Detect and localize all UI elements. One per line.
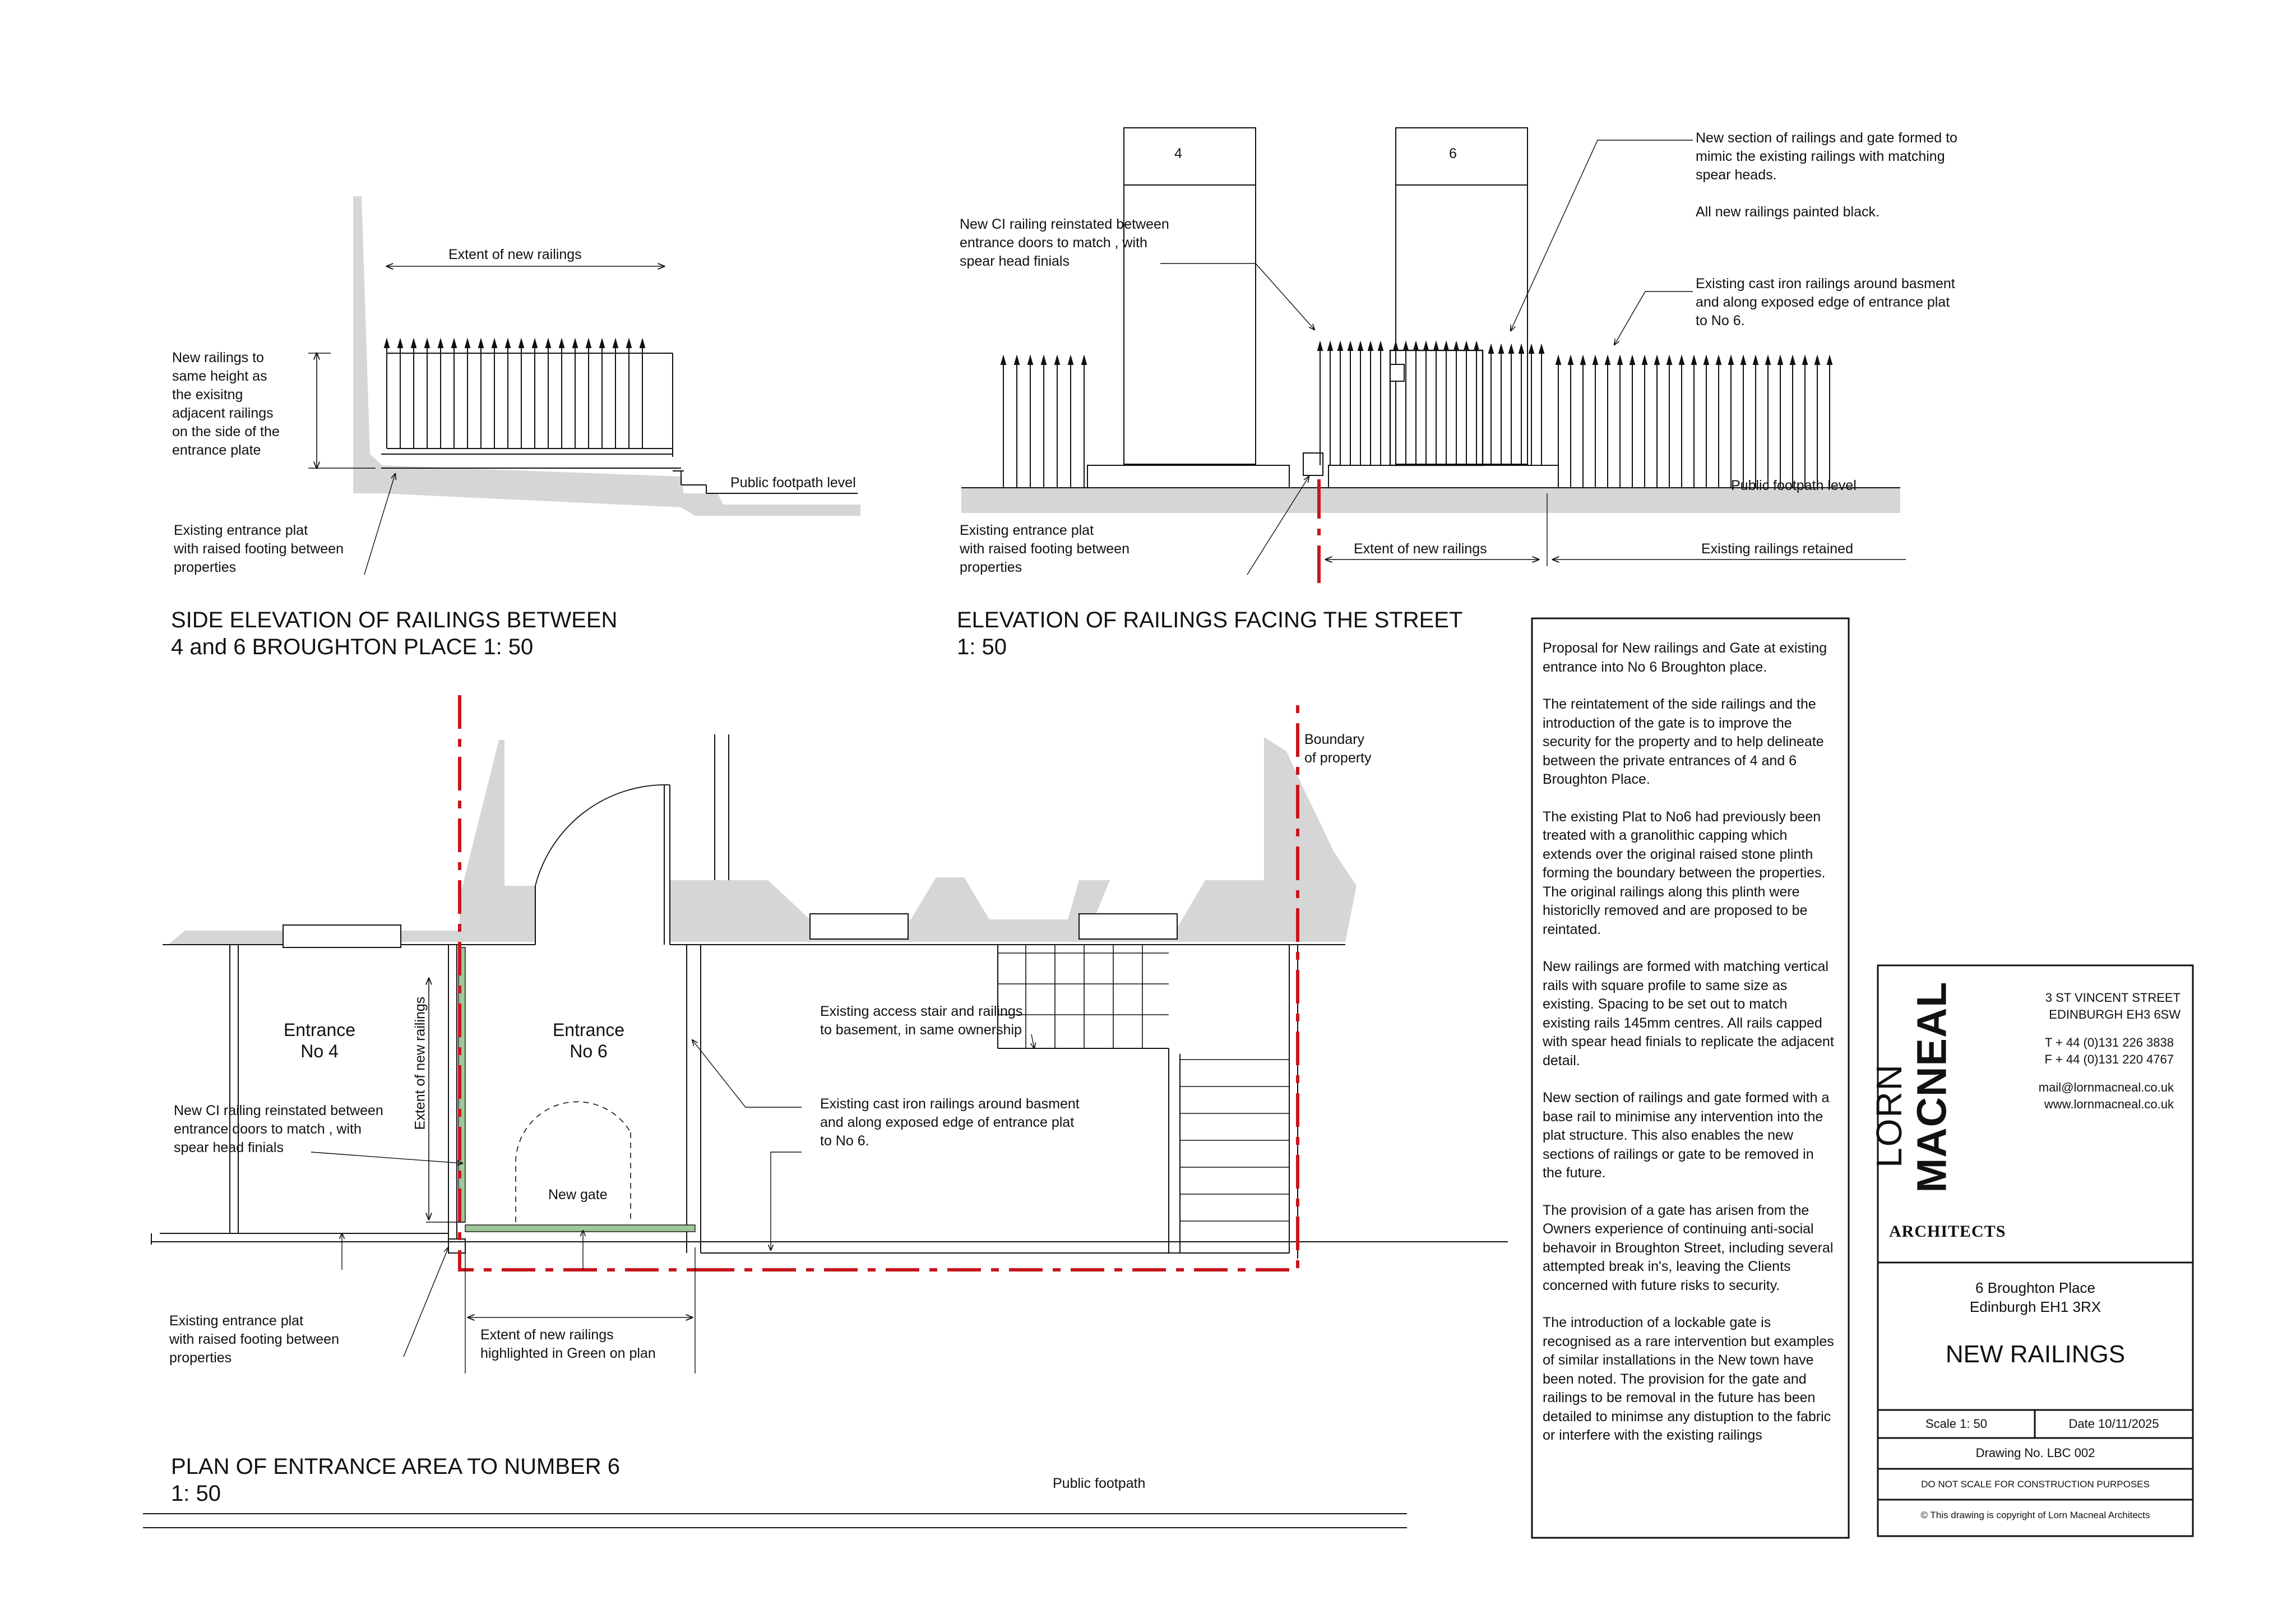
- spear-head-finial: [613, 340, 618, 348]
- spear-head-finial: [1581, 357, 1585, 364]
- street-extent-label: Extent of new railings: [1354, 541, 1487, 557]
- spear-head-finial: [1338, 343, 1343, 350]
- existing-door-swing: [535, 785, 670, 945]
- spear-head-finial: [1667, 357, 1672, 364]
- new-railings-plan-green: [465, 1225, 695, 1232]
- spear-head-finial: [385, 340, 389, 348]
- spear-head-finial: [1001, 357, 1006, 364]
- plan-footpath-label: Public footpath: [1053, 1476, 1146, 1491]
- spear-head-finial: [559, 340, 564, 348]
- logo-lorn: LORN: [1869, 1063, 1909, 1168]
- spear-head-finial: [1741, 357, 1746, 364]
- spear-head-finial: [1766, 357, 1770, 364]
- spear-head-finial: [1082, 357, 1086, 364]
- spear-head-finial: [1328, 343, 1332, 350]
- plan-extent-vertical-label: Extent of new railings: [412, 996, 428, 1130]
- spear-head-finial: [627, 340, 631, 348]
- spear-head-finial: [1394, 343, 1398, 350]
- spear-head-finial: [1499, 345, 1503, 353]
- spear-head-finial: [1593, 357, 1598, 364]
- spear-head-finial: [1358, 343, 1363, 350]
- spear-head-finial: [1434, 343, 1438, 350]
- date-label: Date 10/11/2025: [2068, 1417, 2159, 1431]
- street-retained-label: Existing railings retained: [1701, 541, 1853, 557]
- spear-head-finial: [465, 340, 470, 348]
- spear-head-finial: [411, 340, 416, 348]
- spear-head-finial: [1464, 343, 1469, 350]
- spear-head-finial: [1509, 345, 1513, 353]
- spear-head-finial: [425, 340, 429, 348]
- description-paragraph: The introduction of a lockable gate is recognised as a rare intervention but examples of similar installations in the New town have been noted. The provision for the gate and railings to be removal in the future has been detailed to minimse any distuption to the fabric or interfere with the existing railings: [1543, 1315, 1834, 1443]
- plan-wall-left: [168, 740, 535, 945]
- side-elevation-drawing: [308, 196, 860, 575]
- project-address: 6 Broughton Place Edinburgh EH1 3RX: [1969, 1279, 2101, 1315]
- spear-head-finial: [600, 340, 604, 348]
- spear-head-finial: [1529, 345, 1534, 353]
- spear-head-finial: [1692, 357, 1696, 364]
- copyright-notice: © This drawing is copyright of Lorn Macneal Architects: [1920, 1510, 2150, 1520]
- logo-architects: ARCHITECTS: [1889, 1222, 2006, 1241]
- spear-head-finial: [1318, 343, 1322, 350]
- street-ci-note: New CI railing reinstated between entrance doors to match , with spear head finials: [960, 216, 1169, 269]
- spear-head-finial: [640, 340, 645, 348]
- spear-head-finial: [1454, 343, 1459, 350]
- spear-head-finial: [1803, 357, 1807, 364]
- spear-head-finial: [1068, 357, 1073, 364]
- spear-head-finial: [1424, 343, 1428, 350]
- side-plat-note: Existing entrance plat with raised footing between properties: [174, 522, 344, 575]
- spear-head-finial: [573, 340, 577, 348]
- spear-head-finial: [1041, 357, 1046, 364]
- description-paragraph: The provision of a gate has arisen from the Owners experience of continuing anti-social behavoir in Broughton Street, including several attempted break in's, leaving the Clients concerned with future risks to security.: [1543, 1202, 1834, 1293]
- spear-head-finial: [1729, 357, 1733, 364]
- practice-phones: T + 44 (0)131 226 3838 F + 44 (0)131 220 4767: [2044, 1035, 2174, 1066]
- spear-head-finial: [1790, 357, 1795, 364]
- spear-head-finial: [438, 340, 443, 348]
- description-paragraph: The existing Plat to No6 had previously been treated with a granolithic capping which extends over the original raised stone plinth forming the boundary between the properties. The original railings along this plinth were historiclly removed and are proposed to be reintated.: [1543, 808, 1826, 937]
- door-6-label: 6: [1449, 146, 1457, 161]
- entrance-6-label: Entrance No 6: [552, 1020, 625, 1061]
- spear-head-finial: [1028, 357, 1033, 364]
- spear-head-finial: [1716, 357, 1721, 364]
- spear-head-finial: [1642, 357, 1647, 364]
- practice-contact: mail@lornmacneal.co.uk www.lornmacneal.co.uk: [2038, 1080, 2174, 1111]
- description-text: [1543, 639, 1834, 1464]
- spear-head-finial: [1519, 345, 1524, 353]
- logo-macneal: MACNEAL: [1908, 981, 1955, 1193]
- scale-warning: DO NOT SCALE FOR CONSTRUCTION PURPOSES: [1921, 1479, 2150, 1490]
- boundary-line-plan-right: [701, 695, 1298, 1270]
- spear-head-finial: [1618, 357, 1622, 364]
- spear-head-finial: [519, 340, 524, 348]
- spear-head-finial: [1815, 357, 1820, 364]
- plan-extent-green-label: Extent of new railings highlighted in Green on plan: [480, 1327, 656, 1361]
- spear-head-finial: [546, 340, 550, 348]
- practice-address: 3 ST VINCENT STREET EDINBURGH EH3 6SW: [2045, 991, 2181, 1021]
- street-plat-note: Existing entrance plat with raised footing between properties: [960, 522, 1130, 575]
- description-paragraph: The reintatement of the side railings and the introduction of the gate is to improve the security for the property and to help delineate between the private entrances of 4 and 6 Broughton Place.: [1543, 696, 1824, 787]
- drawing-title: NEW RAILINGS: [1945, 1340, 2126, 1368]
- side-extent-label: Extent of new railings: [448, 247, 582, 262]
- spear-head-finial: [1489, 345, 1493, 353]
- spear-head-finial: [398, 340, 402, 348]
- plan-stair-note: Existing access stair and railings to basement, in same ownership: [820, 1004, 1023, 1038]
- description-paragraph: New railings are formed with matching vertical rails with square profile to same size as existing. Spacing to be set out to match existing rails 145mm centres. All rails capped with spear head finials to replicate the adjacent detail.: [1543, 959, 1834, 1069]
- spear-head-finial: [1605, 357, 1610, 364]
- spear-head-finial: [1368, 343, 1373, 350]
- spear-head-finial: [506, 340, 510, 348]
- spear-head-finial: [1704, 357, 1709, 364]
- spear-head-finial: [1414, 343, 1418, 350]
- plan-wall-bays: [670, 737, 1357, 942]
- spear-head-finial: [492, 340, 497, 348]
- spear-head-finial: [1630, 357, 1635, 364]
- spear-head-finial: [452, 340, 456, 348]
- drawing-number: Drawing No. LBC 002: [1975, 1446, 2095, 1460]
- spear-head-finial: [1378, 343, 1383, 350]
- spear-head-finial: [1015, 357, 1019, 364]
- spear-head-finial: [1753, 357, 1758, 364]
- practice-logo: [1869, 981, 2017, 1250]
- street-footpath-label: Public footpath level: [1731, 478, 1857, 493]
- entrance-4-label: Entrance No 4: [283, 1020, 356, 1061]
- basement-stair: [998, 945, 1289, 1221]
- spear-head-finial: [1444, 343, 1448, 350]
- boundary-label: Boundary of property: [1304, 732, 1372, 766]
- plan-ci-note: New CI railing reinstated between entrance doors to match , with spear head finials: [174, 1103, 383, 1155]
- street-new-section-note: New section of railings and gate formed to mimic the existing railings with matching spear heads. All new railings painted black.: [1696, 130, 1957, 220]
- description-paragraph: Proposal for New railings and Gate at existing entrance into No 6 Broughton place.: [1543, 640, 1827, 675]
- spear-head-finial: [1474, 343, 1479, 350]
- street-existing-note: Existing cast iron railings around basment and along exposed edge of entrance plat to No 6.: [1696, 276, 1955, 329]
- spear-head-finial: [1679, 357, 1684, 364]
- plan-title: PLAN OF ENTRANCE AREA TO NUMBER 6 1: 50: [171, 1454, 620, 1506]
- scale-label: Scale 1: 50: [1925, 1417, 1988, 1431]
- spear-head-finial: [1568, 357, 1573, 364]
- spear-head-finial: [1404, 343, 1408, 350]
- spear-head-finial: [479, 340, 483, 348]
- spear-head-finial: [1778, 357, 1783, 364]
- spear-head-finial: [1556, 357, 1561, 364]
- side-elevation-title: SIDE ELEVATION OF RAILINGS BETWEEN 4 and 6 BROUGHTON PLACE 1: 50: [171, 608, 618, 659]
- plan-plat-note: Existing entrance plat with raised footing between properties: [169, 1313, 339, 1366]
- description-paragraph: New section of railings and gate formed with a base rail to minimise any intervention into the plat structure. This also enables the new sections of railings or gate to be removed in the future.: [1543, 1090, 1830, 1181]
- door-4-opening: [1124, 128, 1256, 464]
- spear-head-finial: [1539, 345, 1544, 353]
- spear-head-finial: [1827, 357, 1832, 364]
- side-railings: [385, 340, 645, 448]
- spear-head-finial: [533, 340, 537, 348]
- door-4-label: 4: [1174, 146, 1182, 161]
- plan-existing-note: Existing cast iron railings around basment and along exposed edge of entrance plat to No 6.: [820, 1096, 1080, 1149]
- spear-head-finial: [1348, 343, 1353, 350]
- new-gate-label: New gate: [548, 1187, 608, 1203]
- side-footpath-label: Public footpath level: [730, 475, 856, 491]
- spear-head-finial: [1055, 357, 1059, 364]
- side-height-note: New railings to same height as the exisitng adjacent railings on the side of the entrance plate: [172, 350, 280, 458]
- spear-head-finial: [586, 340, 591, 348]
- spear-head-finial: [1655, 357, 1659, 364]
- street-elevation-title: ELEVATION OF RAILINGS FACING THE STREET 1: 50: [957, 608, 1463, 659]
